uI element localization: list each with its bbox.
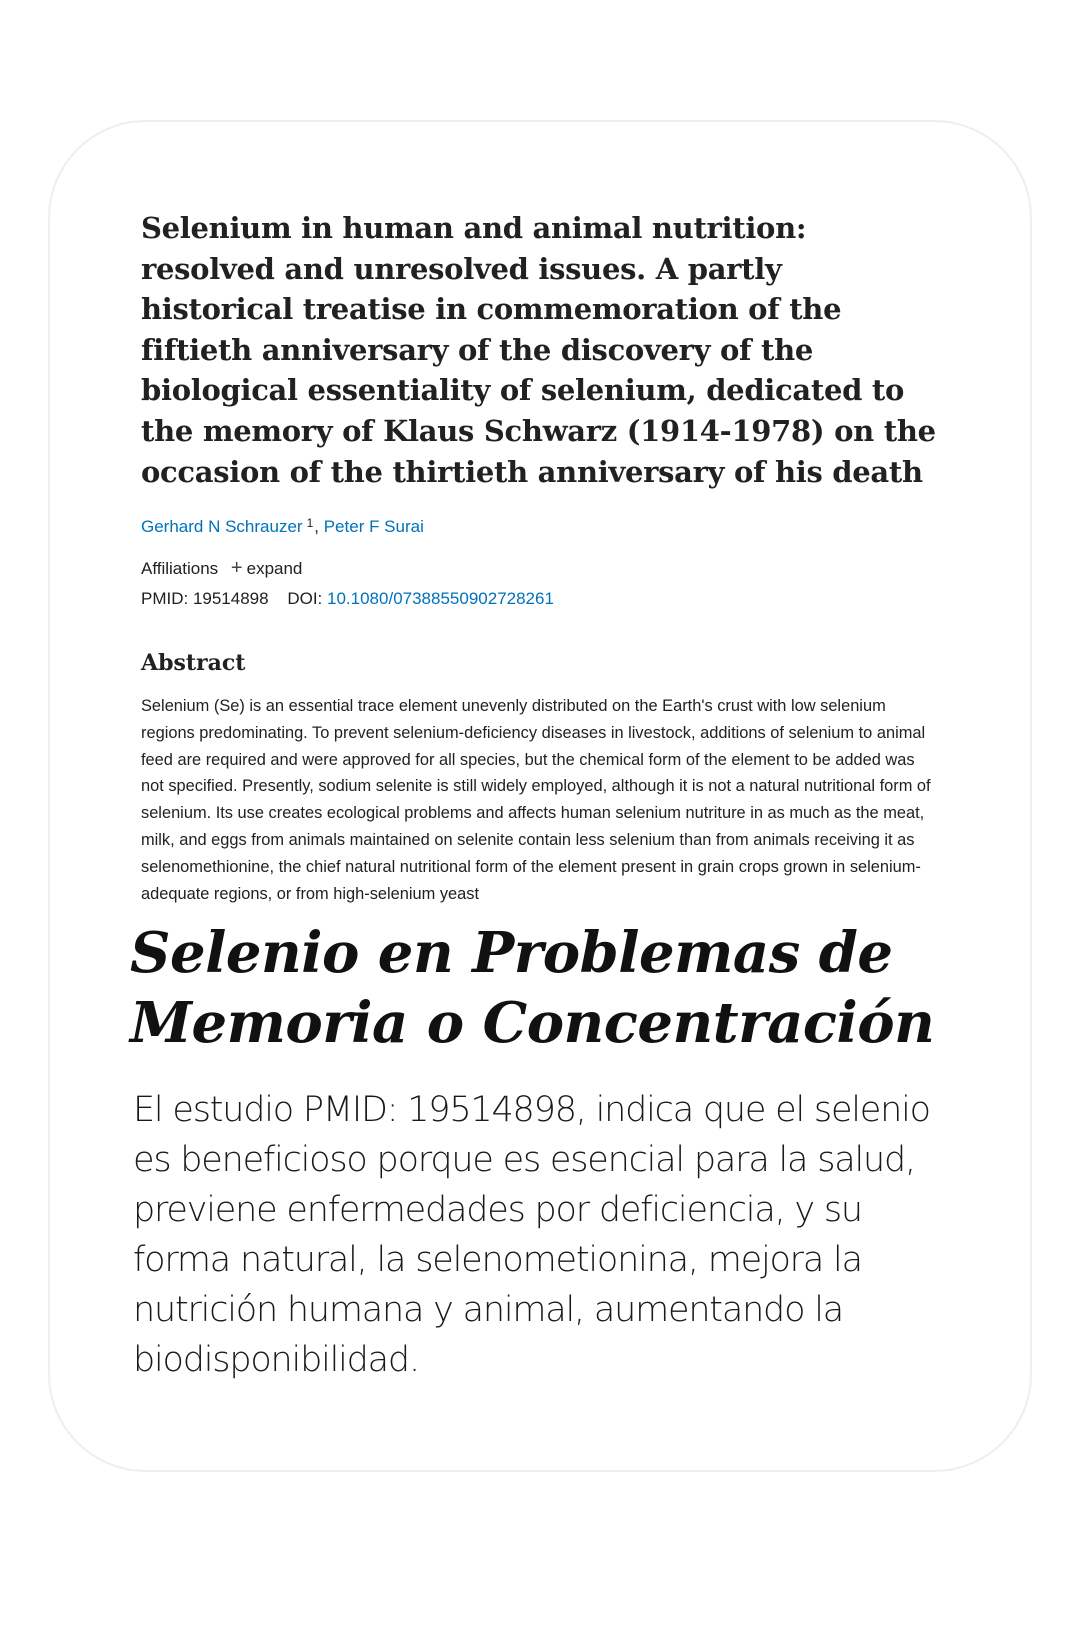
author-link-surai[interactable]: Peter F Surai bbox=[323, 517, 424, 536]
identifiers-row bbox=[141, 588, 554, 610]
author-separator: , bbox=[314, 517, 324, 536]
abstract-heading: Abstract bbox=[141, 650, 246, 676]
affiliation-marker[interactable]: 1 bbox=[306, 516, 314, 530]
author-list bbox=[141, 516, 424, 538]
affiliations-label: Affiliations bbox=[141, 559, 219, 578]
article-heading: Selenio en Problemas de Memoria o Concentración bbox=[130, 920, 935, 1056]
plus-icon[interactable]: + bbox=[230, 557, 243, 579]
abstract-text: Selenium (Se) is an essential trace element unevenly distributed on the Earth's crust with low selenium regions predominating. To prevent selenium-deficiency diseases in livestock, additions of selenium to animal feed are required and were approved for all species, but the chemical form of the element to be added was not specified. Presently, sodium selenite is still widely employed, although it is not a natural nutritional form of selenium. Its use creates ecological problems and affects human selenium nutriture in as much as the meat, milk, and eggs from animals maintained on selenite contain less selenium than from animals receiving it as selenomethionine, the chief natural nutritional form of the element present in grain crops grown in selenium-adequate regions, or from high-selenium yeast bbox=[141, 697, 931, 903]
expand-button[interactable]: expand bbox=[246, 559, 303, 578]
author-link-schrauzer[interactable]: Gerhard N Schrauzer bbox=[141, 517, 303, 536]
summary-text: El estudio PMID: 19514898, indica que el selenio es beneficioso porque es esencial para la salud, previene enfermedades por deficiencia, y su forma natural, la selenometionina, mejora la nutrición humana y animal, aumentando la biodisponibilidad. bbox=[133, 1090, 930, 1380]
paper-title: Selenium in human and animal nutrition: resolved and unresolved issues. A partly historical treatise in commemoration of the fiftieth anniversary of the discovery of the biological essentiality of selenium, dedicated to the memory of Klaus Schwarz (1914-1978) on the occasion of the thirtieth anniversary of his death bbox=[141, 211, 936, 489]
doi-label: DOI: bbox=[287, 589, 323, 608]
pmid-text: PMID: 19514898 bbox=[141, 589, 269, 608]
doi-link[interactable]: 10.1080/07388550902728261 bbox=[327, 589, 554, 608]
affiliations-row bbox=[141, 558, 302, 580]
